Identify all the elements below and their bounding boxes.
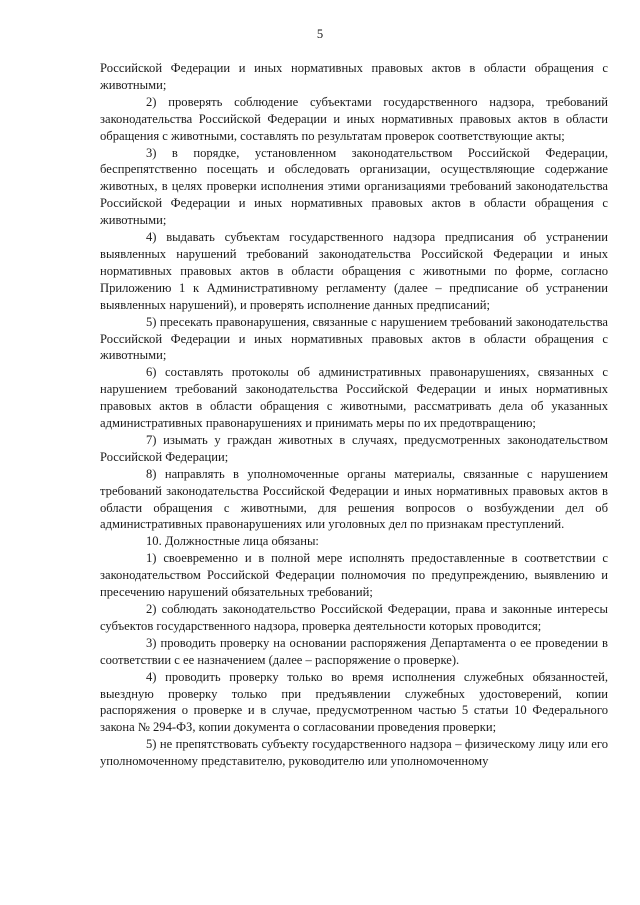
paragraph-item-4: 4) выдавать субъектам государственного надзора предписания об устранении выявленных нарушений требований законодательства Российской Федерации и иных нормативных правовых актов в области обращения с животными по форме, согласно Приложению 1 к Административному регламенту (далее – предписание об устранении выявленных нарушений), и проверять исполнение данных предписаний; (100, 230, 608, 312)
paragraph-item-6: 6) составлять протоколы об административных правонарушениях, связанных с нарушением требований законодательства Российской Федерации и иных нормативных правовых актов в области обращения с животными, рассматривать дела об указанных административных правонарушениях и принимать меры по их предотвращению; (100, 365, 608, 431)
paragraph-item-8: 8) направлять в уполномоченные органы материалы, связанные с нарушением требований законодательства Российской Федерации и иных нормативных правовых актов в области обращения с животными, для решения вопросов о возбуждении дел об административных правонарушениях или уголовных дел по признакам преступлений. (100, 466, 608, 532)
paragraph-item-2: 2) проверять соблюдение субъектами государственного надзора, требований законодательства Российской Федерации и иных нормативных правовых актов в области обращения с животными, составлять по результатам проверок соответствующие акты; (100, 94, 608, 143)
duty-item-3: 3) проводить проверку на основании распоряжения Департамента о ее проведении в соответствии с ее назначением (далее – распоряжение о проверке). (100, 635, 608, 667)
duty-item-1: 1) своевременно и в полной мере исполнять предоставленные в соответствии с законодательством Российской Федерации полномочия по предупреждению, выявлению и пресечению нарушений обязательных требований; (100, 551, 608, 600)
paragraph-item-5: 5) пресекать правонарушения, связанные с нарушением требований законодательства Российской Федерации и иных нормативных правовых актов в области обращения с животными; (100, 314, 608, 363)
duty-item-5: 5) не препятствовать субъекту государственного надзора – физическому лицу или его уполномоченному представителю, руководителю или уполномоченному (100, 737, 608, 769)
paragraph-item-3: 3) в порядке, установленном законодательством Российской Федерации, беспрепятственно посещать и обследовать организации, осуществляющие содержание животных, в целях проверки исполнения этими организациями требований законодательства Российской Федерации и иных нормативных правовых актов в области обращения с животными; (100, 145, 608, 228)
page-number: 5 (316, 27, 324, 41)
paragraph-item-7: 7) изымать у граждан животных в случаях, предусмотренных законодательством Российской Федерации; (100, 432, 608, 464)
section-heading-10: 10. Должностные лица обязаны: (146, 534, 319, 549)
paragraph-continuation: Российской Федерации и иных нормативных правовых актов в области обращения с животными; (100, 61, 608, 92)
duty-item-4: 4) проводить проверку только во время исполнения служебных обязанностей, выездную проверку только при предъявлении служебных удостоверений, копии распоряжения о проверке и в случае, предусмотренном частью 5 статьи 10 Федерального закона № 294-ФЗ, копии документа о согласовании проведения проверки; (100, 669, 608, 735)
duty-item-2: 2) соблюдать законодательство Российской Федерации, права и законные интересы субъектов государственного надзора, проверка деятельности которых проводится; (100, 602, 608, 633)
document-body (100, 60, 608, 770)
